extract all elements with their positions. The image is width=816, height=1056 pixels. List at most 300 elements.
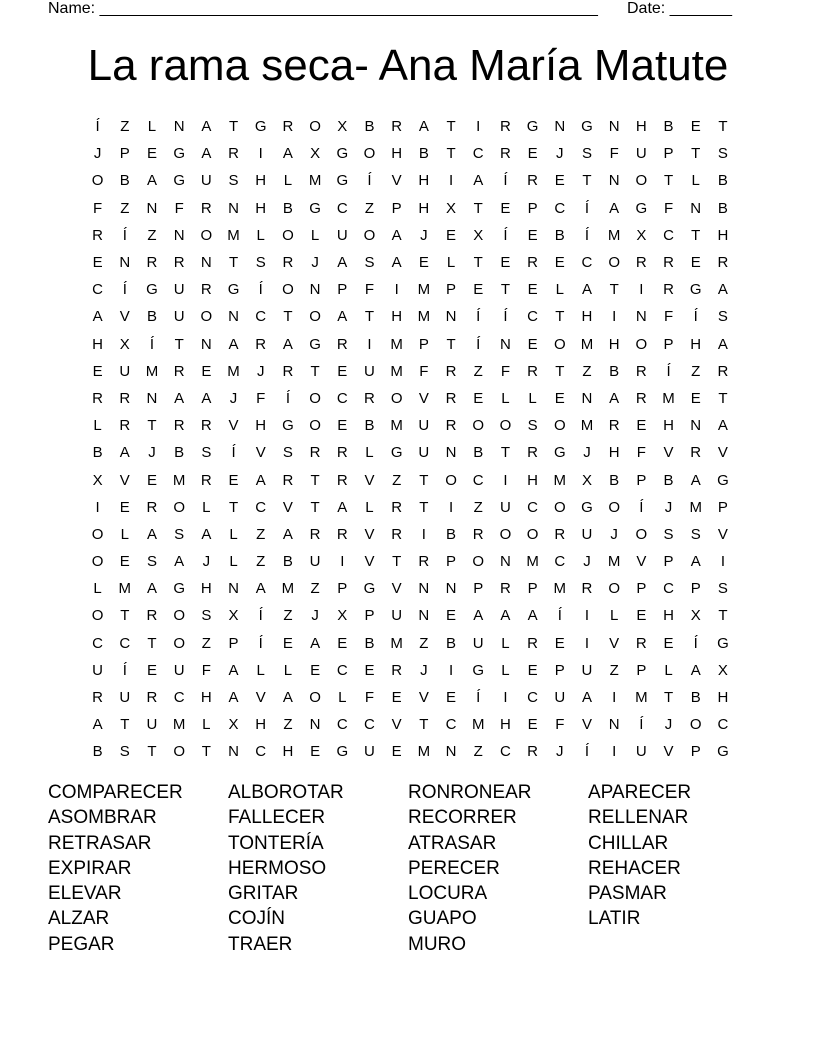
grid-letter: N	[228, 580, 239, 598]
grid-letter: M	[417, 743, 431, 761]
grid-letter: R	[282, 362, 294, 380]
grid-letter: E	[554, 172, 565, 190]
grid-letter: C	[527, 498, 539, 516]
word-list-item: ELEVAR	[48, 883, 122, 905]
grid-letter: G	[173, 145, 185, 163]
grid-letter: T	[364, 308, 375, 326]
grid-letter: B	[690, 689, 701, 707]
grid-letter: Í	[584, 226, 590, 244]
grid-letter: B	[418, 145, 429, 163]
grid-letter: C	[336, 661, 348, 679]
grid-letter: O	[689, 716, 702, 734]
grid-letter: E	[527, 226, 538, 244]
grid-letter: N	[690, 199, 702, 217]
grid-letter: Í	[122, 661, 127, 679]
grid-letter: P	[337, 281, 348, 299]
grid-letter: Í	[584, 199, 590, 217]
grid-letter: T	[310, 471, 320, 489]
grid-letter: R	[282, 118, 294, 136]
grid-letter: V	[609, 634, 620, 652]
grid-letter: H	[635, 118, 647, 136]
grid-letter: S	[255, 254, 266, 272]
grid-letter: Z	[473, 362, 483, 380]
grid-letter: T	[147, 634, 157, 652]
grid-letter: T	[446, 145, 456, 163]
grid-letter: J	[610, 525, 618, 543]
grid-letter: L	[501, 389, 510, 407]
grid-letter: H	[391, 145, 403, 163]
grid-letter: Í	[231, 444, 236, 462]
grid-letter: Z	[283, 607, 293, 625]
grid-letter: L	[446, 254, 456, 272]
grid-letter: Z	[392, 471, 402, 489]
grid-letter: R	[445, 362, 457, 380]
grid-letter: O	[363, 145, 376, 163]
word-list-item: RONRONEAR	[408, 782, 532, 803]
grid-letter: A	[146, 525, 157, 543]
grid-letter: N	[309, 281, 321, 299]
grid-letter: B	[717, 199, 728, 217]
grid-letter: O	[91, 607, 104, 625]
grid-letter: E	[636, 607, 647, 625]
grid-letter: A	[228, 335, 239, 353]
grid-letter: X	[337, 118, 348, 136]
grid-letter: L	[283, 661, 293, 679]
grid-letter: B	[92, 444, 103, 462]
grid-letter: G	[336, 145, 349, 163]
grid-letter: E	[527, 335, 538, 353]
word-list-item: RELLENAR	[588, 807, 689, 829]
grid-letter: B	[717, 172, 728, 190]
grid-letter: T	[473, 254, 483, 272]
grid-letter: G	[526, 118, 539, 136]
grid-letter: X	[228, 716, 239, 734]
word-list-item: APARECER	[588, 782, 692, 803]
grid-letter: N	[445, 743, 457, 761]
grid-letter: O	[472, 417, 485, 435]
word-list-item: TONTERÍA	[228, 832, 324, 854]
grid-letter: U	[173, 281, 185, 299]
grid-letter: A	[201, 389, 212, 407]
grid-letter: C	[581, 254, 593, 272]
grid-letter: C	[445, 716, 457, 734]
grid-letter: M	[471, 716, 485, 734]
grid-letter: R	[527, 634, 539, 652]
grid-letter: O	[309, 118, 321, 136]
grid-letter: B	[554, 226, 565, 244]
grid-letter: O	[309, 389, 321, 407]
grid-letter: A	[119, 444, 130, 462]
grid-letter: B	[609, 471, 620, 489]
grid-letter: I	[448, 172, 454, 190]
grid-letter: V	[391, 580, 402, 598]
grid-letter: L	[365, 444, 374, 462]
grid-letter: Í	[503, 308, 508, 326]
grid-letter: R	[499, 580, 511, 598]
grid-letter: O	[363, 226, 376, 244]
grid-letter: V	[717, 444, 728, 462]
grid-letter: R	[690, 444, 702, 462]
grid-letter: Í	[367, 172, 372, 190]
grid-letter: C	[663, 580, 674, 598]
grid-letter: G	[717, 634, 729, 652]
grid-letter: Z	[283, 716, 293, 734]
grid-letter: J	[148, 444, 156, 462]
grid-letter: U	[472, 634, 484, 652]
grid-letter: H	[581, 308, 593, 326]
grid-letter: M	[281, 580, 295, 598]
grid-letter: E	[92, 254, 103, 272]
grid-letter: C	[717, 716, 729, 734]
word-list-item: GUAPO	[408, 908, 477, 930]
grid-letter: T	[473, 199, 483, 217]
grid-letter: R	[527, 743, 539, 761]
grid-letter: P	[636, 580, 647, 598]
grid-letter: S	[174, 525, 185, 543]
grid-letter: L	[93, 580, 102, 598]
grid-letter: F	[419, 362, 429, 380]
grid-letter: H	[663, 607, 674, 625]
grid-letter: Í	[285, 389, 290, 407]
grid-letter: M	[662, 389, 675, 407]
grid-letter: P	[391, 199, 402, 217]
grid-letter: H	[418, 172, 430, 190]
grid-letter: Í	[584, 743, 590, 761]
grid-letter: P	[119, 145, 130, 163]
grid-letter: S	[581, 145, 592, 163]
grid-letter: R	[663, 254, 674, 272]
grid-letter: J	[664, 498, 673, 516]
grid-letter: V	[255, 689, 266, 707]
grid-letter: E	[310, 661, 321, 679]
grid-letter: A	[310, 634, 321, 652]
grid-letter: N	[119, 254, 131, 272]
grid-letter: N	[146, 199, 158, 217]
grid-letter: C	[119, 634, 131, 652]
grid-letter: O	[553, 498, 566, 516]
grid-letter: Í	[476, 308, 481, 326]
grid-letter: L	[501, 661, 510, 679]
grid-letter: L	[555, 281, 564, 299]
grid-letter: G	[146, 281, 158, 299]
grid-letter: O	[200, 226, 213, 244]
grid-letter: E	[554, 254, 565, 272]
grid-letter: R	[527, 444, 539, 462]
grid-letter: Z	[364, 199, 375, 217]
grid-letter: R	[200, 199, 212, 217]
grid-letter: Z	[419, 634, 429, 652]
grid-letter: I	[584, 607, 590, 625]
grid-letter: S	[228, 172, 239, 190]
grid-letter: Í	[258, 281, 263, 299]
grid-letter: P	[418, 335, 429, 353]
grid-letter: N	[445, 308, 457, 326]
grid-letter: N	[200, 254, 212, 272]
grid-letter: J	[93, 145, 102, 163]
grid-letter: X	[228, 607, 239, 625]
grid-letter: L	[664, 661, 673, 679]
grid-letter: E	[527, 716, 538, 734]
grid-letter: O	[91, 553, 104, 571]
grid-letter: Z	[201, 634, 211, 652]
grid-letter: M	[172, 716, 186, 734]
grid-letter: C	[255, 308, 267, 326]
grid-letter: I	[584, 634, 590, 652]
grid-letter: N	[608, 172, 620, 190]
grid-letter: H	[255, 716, 267, 734]
grid-letter: A	[337, 498, 348, 516]
grid-letter: B	[473, 444, 484, 462]
grid-letter: B	[364, 634, 375, 652]
grid-letter: A	[609, 389, 620, 407]
grid-letter: R	[92, 389, 104, 407]
grid-letter: I	[394, 281, 399, 299]
grid-letter: O	[173, 607, 185, 625]
grid-letter: F	[555, 716, 565, 734]
grid-letter: O	[173, 498, 185, 516]
grid-letter: O	[309, 689, 321, 707]
word-list-item: RETRASAR	[48, 832, 152, 854]
grid-letter: T	[228, 254, 239, 272]
grid-letter: Z	[310, 580, 320, 598]
grid-letter: H	[690, 335, 702, 353]
grid-letter: A	[690, 553, 701, 571]
grid-letter: G	[472, 661, 485, 679]
grid-letter: M	[607, 553, 621, 571]
grid-letter: F	[663, 308, 674, 326]
word-list-item: LOCURA	[408, 883, 488, 905]
grid-letter: N	[228, 308, 239, 326]
grid-letter: R	[119, 417, 131, 435]
grid-letter: X	[636, 226, 647, 244]
grid-letter: E	[527, 281, 538, 299]
grid-letter: P	[636, 661, 647, 679]
grid-letter: U	[635, 743, 647, 761]
grid-letter: J	[556, 145, 564, 163]
grid-letter: T	[446, 335, 456, 353]
grid-letter: T	[555, 362, 565, 380]
grid-letter: A	[255, 580, 266, 598]
word-list-item: LATIR	[588, 908, 641, 930]
grid-letter: X	[690, 607, 701, 625]
grid-letter: T	[174, 335, 184, 353]
grid-letter: C	[472, 471, 484, 489]
grid-letter: A	[201, 118, 212, 136]
grid-letter: T	[718, 607, 728, 625]
grid-letter: R	[336, 335, 348, 353]
grid-letter: S	[201, 607, 212, 625]
grid-letter: R	[92, 689, 104, 707]
grid-letter: M	[172, 471, 186, 489]
grid-letter: A	[228, 661, 239, 679]
grid-letter: T	[392, 553, 402, 571]
word-list-item: PEGAR	[48, 933, 115, 955]
grid-letter: R	[336, 444, 348, 462]
grid-letter: B	[663, 118, 674, 136]
grid-letter: O	[499, 525, 512, 543]
grid-letter: T	[446, 118, 456, 136]
grid-letter: X	[310, 145, 321, 163]
grid-letter: X	[717, 661, 728, 679]
grid-letter: A	[500, 607, 511, 625]
grid-letter: E	[418, 254, 429, 272]
grid-letter: Z	[473, 743, 483, 761]
grid-letter: L	[365, 498, 374, 516]
grid-letter: S	[119, 743, 130, 761]
grid-letter: F	[500, 362, 510, 380]
date-field-label: Date: _______	[627, 0, 732, 17]
grid-letter: M	[417, 281, 431, 299]
grid-letter: J	[256, 362, 265, 380]
grid-letter: S	[717, 580, 728, 598]
grid-letter: P	[663, 335, 674, 353]
grid-letter: R	[527, 172, 539, 190]
grid-letter: I	[612, 743, 617, 761]
grid-letter: U	[336, 226, 348, 244]
grid-letter: A	[337, 308, 348, 326]
grid-letter: R	[119, 389, 131, 407]
grid-letter: E	[663, 634, 674, 652]
word-list-item: ATRASAR	[408, 832, 497, 854]
grid-letter: A	[717, 335, 728, 353]
grid-letter: H	[663, 417, 674, 435]
grid-letter: T	[555, 308, 565, 326]
grid-letter: S	[364, 254, 375, 272]
grid-letter: A	[282, 145, 293, 163]
grid-letter: O	[635, 335, 648, 353]
grid-letter: E	[500, 199, 511, 217]
grid-letter: N	[445, 580, 457, 598]
grid-letter: M	[417, 308, 431, 326]
grid-letter: O	[635, 172, 648, 190]
grid-letter: B	[92, 743, 103, 761]
grid-letter: I	[612, 689, 617, 707]
grid-letter: U	[499, 498, 511, 516]
grid-letter: P	[527, 199, 538, 217]
grid-letter: M	[607, 226, 621, 244]
grid-letter: P	[690, 743, 701, 761]
grid-letter: H	[608, 335, 620, 353]
grid-letter: A	[174, 389, 185, 407]
grid-letter: U	[173, 661, 185, 679]
grid-letter: M	[553, 471, 567, 489]
grid-letter: N	[173, 226, 185, 244]
grid-letter: E	[201, 362, 212, 380]
grid-letter: R	[173, 417, 185, 435]
grid-letter: R	[499, 145, 511, 163]
grid-letter: F	[364, 689, 375, 707]
grid-letter: Í	[476, 689, 481, 707]
grid-letter: E	[690, 118, 701, 136]
grid-letter: N	[608, 716, 620, 734]
grid-letter: U	[581, 525, 593, 543]
grid-letter: T	[663, 172, 674, 190]
grid-letter: V	[364, 525, 375, 543]
grid-letter: U	[364, 743, 375, 761]
grid-letter: L	[229, 525, 238, 543]
grid-letter: E	[119, 498, 130, 516]
grid-letter: E	[636, 417, 647, 435]
grid-letter: R	[364, 389, 375, 407]
grid-letter: T	[663, 689, 674, 707]
grid-letter: H	[717, 689, 729, 707]
grid-letter: R	[200, 281, 212, 299]
grid-letter: R	[391, 498, 403, 516]
grid-letter: R	[336, 471, 348, 489]
grid-letter: E	[337, 417, 348, 435]
grid-letter: Z	[473, 498, 483, 516]
grid-letter: R	[282, 471, 294, 489]
grid-letter: A	[337, 254, 348, 272]
grid-letter: Í	[639, 716, 644, 734]
grid-letter: N	[608, 118, 620, 136]
grid-letter: V	[391, 716, 402, 734]
grid-letter: M	[689, 498, 702, 516]
grid-letter: L	[229, 553, 238, 571]
grid-letter: A	[282, 525, 293, 543]
grid-letter: H	[255, 172, 267, 190]
grid-letter: E	[446, 226, 457, 244]
grid-letter: T	[691, 145, 701, 163]
grid-letter: S	[717, 308, 728, 326]
grid-letter: A	[418, 118, 429, 136]
grid-letter: S	[663, 525, 674, 543]
grid-letter: U	[119, 362, 131, 380]
grid-letter: R	[309, 525, 321, 543]
grid-letter: E	[473, 281, 484, 299]
grid-letter: N	[173, 118, 185, 136]
grid-letter: T	[120, 607, 130, 625]
grid-letter: E	[690, 254, 701, 272]
grid-letter: M	[580, 417, 594, 435]
grid-letter: T	[419, 716, 429, 734]
grid-letter: O	[608, 254, 620, 272]
grid-letter: V	[119, 308, 130, 326]
grid-letter: V	[418, 389, 429, 407]
grid-letter: Z	[256, 525, 266, 543]
word-list-item: PERECER	[408, 857, 500, 879]
grid-letter: I	[340, 553, 345, 571]
grid-letter: V	[364, 553, 375, 571]
grid-letter: V	[581, 716, 592, 734]
grid-letter: L	[147, 118, 157, 136]
grid-letter: T	[691, 226, 701, 244]
grid-letter: U	[92, 661, 104, 679]
grid-letter: G	[254, 118, 267, 136]
grid-letter: A	[581, 281, 592, 299]
grid-letter: R	[445, 389, 457, 407]
grid-letter: E	[310, 743, 321, 761]
grid-letter: X	[337, 607, 348, 625]
grid-letter: Z	[147, 226, 157, 244]
grid-letter: M	[227, 226, 240, 244]
grid-letter: P	[717, 498, 728, 516]
grid-letter: M	[635, 689, 648, 707]
grid-letter: N	[581, 389, 593, 407]
grid-letter: L	[310, 226, 320, 244]
word-list-item: GRITAR	[228, 883, 299, 905]
grid-letter: M	[553, 580, 567, 598]
word-search-grid	[84, 113, 737, 766]
grid-letter: M	[390, 634, 403, 652]
grid-letter: F	[663, 199, 674, 217]
grid-letter: G	[635, 199, 648, 217]
grid-letter: Í	[258, 634, 263, 652]
grid-letter: E	[146, 145, 157, 163]
grid-letter: A	[609, 199, 620, 217]
grid-letter: R	[309, 444, 321, 462]
grid-letter: O	[526, 525, 539, 543]
